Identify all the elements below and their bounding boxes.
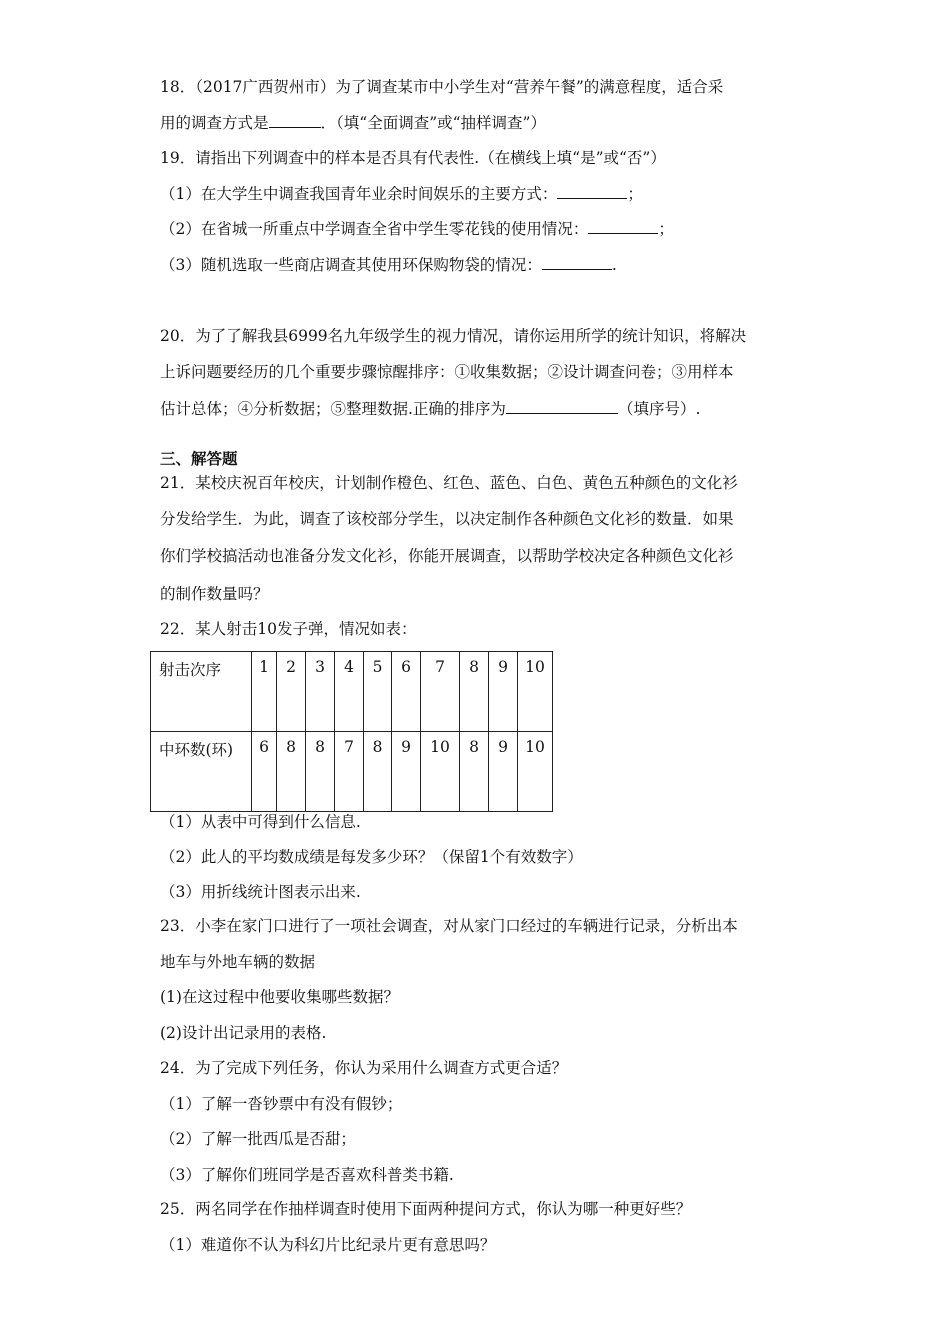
cell: 4 bbox=[335, 652, 364, 732]
cell: 9 bbox=[489, 732, 518, 812]
q19-item-text: （1）在大学生中调查我国青年业余时间娱乐的主要方式： bbox=[160, 185, 558, 203]
answer-blank[interactable] bbox=[588, 218, 658, 234]
cell: 1 bbox=[252, 652, 277, 732]
cell: 5 bbox=[364, 652, 392, 732]
q19-item-text: （2）在省城一所重点中学调查全省中学生零花钱的使用情况： bbox=[160, 220, 589, 238]
q22-item: （3）用折线统计图表示出来. bbox=[160, 883, 361, 901]
q18-line1: 18．（2017广西贺州市）为了调查某市中小学生对“营养午餐”的满意程度，适合采 bbox=[160, 78, 724, 96]
q21-line: 分发给学生．为此，调查了该校部分学生，以决定制作各种颜色文化衫的数量．如果 bbox=[160, 510, 734, 528]
cell: 8 bbox=[277, 732, 306, 812]
q22-stem: 22．某人射击10发子弹，情况如表： bbox=[160, 620, 417, 638]
q23-line: (2)设计出记录用的表格. bbox=[160, 1024, 327, 1042]
punct: ； bbox=[627, 185, 643, 203]
q21-line: 21．某校庆祝百年校庆，计划制作橙色、红色、蓝色、白色、黄色五种颜色的文化衫 bbox=[160, 474, 738, 492]
cell: 6 bbox=[392, 652, 421, 732]
q20-line2: 上诉问题要经历的几个重要步骤惊醒排序：①收集数据；②设计调查问卷；③用样本 bbox=[160, 363, 734, 381]
section-heading: 三、解答题 bbox=[160, 449, 238, 468]
q19-stem: 19．请指出下列调查中的样本是否具有代表性.（在横线上填“是”或“否”） bbox=[160, 149, 666, 167]
q23-line: 地车与外地车辆的数据 bbox=[160, 953, 316, 971]
q20-line1: 20．为了了解我县6999名九年级学生的视力情况，请你运用所学的统计知识，将解决 bbox=[160, 327, 747, 345]
q19-item bbox=[160, 254, 617, 275]
q20-hint: （填序号）. bbox=[617, 400, 701, 418]
cell: 9 bbox=[392, 732, 421, 812]
q25-line: 25．两名同学在作抽样调查时使用下面两种提问方式，你认为哪一种更好些？ bbox=[160, 1200, 692, 1218]
q19-item-text: （3）随机选取一些商店调查其使用环保购物袋的情况： bbox=[160, 256, 542, 274]
q24-line: （2）了解一批西瓜是否甜； bbox=[160, 1130, 356, 1148]
answer-blank[interactable] bbox=[269, 112, 321, 128]
q20-line3 bbox=[160, 398, 700, 419]
cell: 6 bbox=[252, 732, 277, 812]
row-label: 中环数(环) bbox=[151, 732, 252, 812]
answer-blank[interactable] bbox=[506, 398, 618, 414]
q23-line: 23．小李在家门口进行了一项社会调查，对从家门口经过的车辆进行记录，分析出本 bbox=[160, 917, 738, 935]
cell: 7 bbox=[335, 732, 364, 812]
q21-line: 的制作数量吗？ bbox=[160, 585, 269, 603]
q24-line: （1）了解一沓钞票中有没有假钞； bbox=[160, 1095, 403, 1113]
cell: 2 bbox=[277, 652, 306, 732]
q19-item bbox=[160, 218, 674, 239]
cell: 8 bbox=[306, 732, 335, 812]
q18-text: 用的调查方式是 bbox=[160, 114, 269, 132]
table-row bbox=[151, 652, 553, 732]
cell: 10 bbox=[518, 732, 553, 812]
q24-line: （3）了解你们班同学是否喜欢科普类书籍. bbox=[160, 1166, 454, 1184]
cell: 8 bbox=[460, 732, 489, 812]
q24-line: 24．为了完成下列任务，你认为采用什么调查方式更合适？ bbox=[160, 1059, 568, 1077]
q25-line: （1）难道你不认为科幻片比纪录片更有意思吗？ bbox=[160, 1236, 496, 1254]
q18-hint: ．（填“全面调查”或“抽样调查”） bbox=[320, 114, 546, 132]
cell: 7 bbox=[421, 652, 460, 732]
cell: 8 bbox=[364, 732, 392, 812]
answer-blank[interactable] bbox=[542, 254, 612, 270]
cell: 9 bbox=[489, 652, 518, 732]
cell: 8 bbox=[460, 652, 489, 732]
row-label: 射击次序 bbox=[151, 652, 252, 732]
q22-item: （1）从表中可得到什么信息. bbox=[160, 813, 361, 831]
cell: 10 bbox=[421, 732, 460, 812]
table-row bbox=[151, 732, 553, 812]
punct: ； bbox=[658, 220, 674, 238]
q20-text: 估计总体；④分析数据；⑤整理数据.正确的排序为 bbox=[160, 400, 506, 418]
q18-line2 bbox=[160, 112, 546, 133]
q19-item bbox=[160, 183, 643, 204]
cell: 10 bbox=[518, 652, 553, 732]
q21-line: 你们学校搞活动也准备分发文化衫，你能开展调查，以帮助学校决定各种颜色文化衫 bbox=[160, 547, 734, 565]
q23-line: (1)在这过程中他要收集哪些数据？ bbox=[160, 988, 399, 1006]
punct: . bbox=[611, 256, 617, 274]
answer-blank[interactable] bbox=[557, 183, 627, 199]
q22-item: （2）此人的平均数成绩是每发多少环？（保留1个有效数字） bbox=[160, 848, 583, 866]
shooting-table bbox=[150, 651, 553, 812]
cell: 3 bbox=[306, 652, 335, 732]
